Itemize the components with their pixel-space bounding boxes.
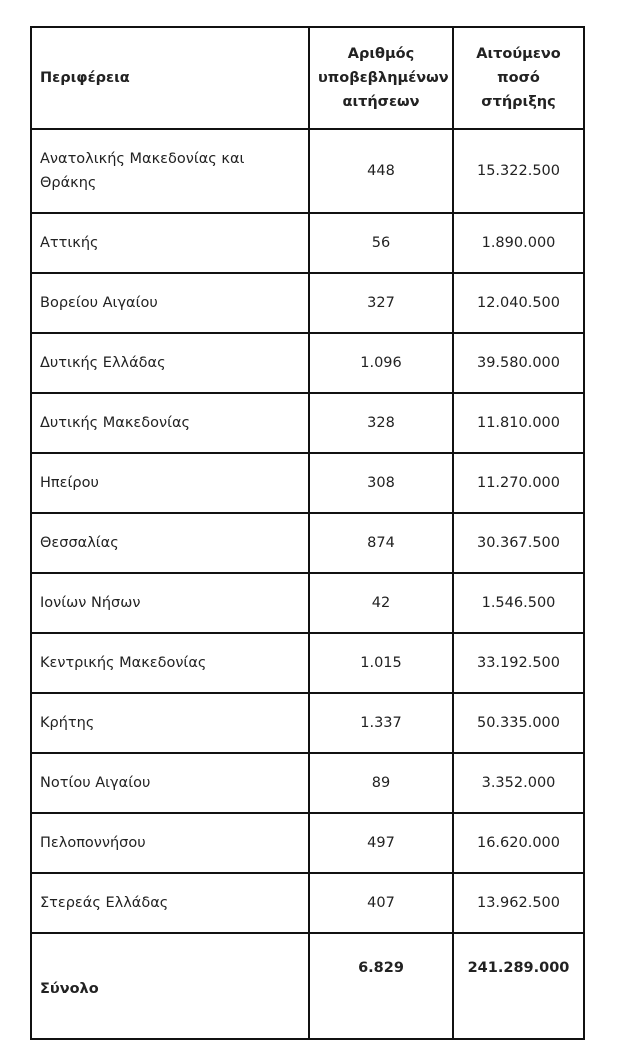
- amount-cell: 1.546.500: [453, 573, 584, 633]
- applications-cell: 874: [309, 513, 453, 573]
- region-cell: Θεσσαλίας: [31, 513, 309, 573]
- table-row: [31, 273, 584, 333]
- table-row: [31, 873, 584, 933]
- table-row: [31, 573, 584, 633]
- table-row: [31, 753, 584, 813]
- amount-cell: 12.040.500: [453, 273, 584, 333]
- table-row: [31, 693, 584, 753]
- applications-cell: 407: [309, 873, 453, 933]
- applications-cell: 56: [309, 213, 453, 273]
- total-amount: 241.289.000: [453, 933, 584, 1039]
- applications-cell: 328: [309, 393, 453, 453]
- header-amount: Αιτούμενο ποσό στήριξης: [453, 27, 584, 129]
- total-label: Σύνολο: [31, 933, 309, 1039]
- table-row: [31, 513, 584, 573]
- regional-applications-table: [30, 26, 585, 1040]
- region-cell: Νοτίου Αιγαίου: [31, 753, 309, 813]
- header-region: Περιφέρεια: [31, 27, 309, 129]
- applications-cell: 448: [309, 129, 453, 213]
- applications-cell: 42: [309, 573, 453, 633]
- amount-cell: 30.367.500: [453, 513, 584, 573]
- amount-cell: 39.580.000: [453, 333, 584, 393]
- applications-cell: 497: [309, 813, 453, 873]
- region-cell: Ανατολικής Μακεδονίας και Θράκης: [31, 129, 309, 213]
- applications-cell: 308: [309, 453, 453, 513]
- applications-cell: 89: [309, 753, 453, 813]
- total-applications: 6.829: [309, 933, 453, 1039]
- region-cell: Ηπείρου: [31, 453, 309, 513]
- table-total-row: [31, 933, 584, 1039]
- amount-cell: 11.270.000: [453, 453, 584, 513]
- amount-cell: 50.335.000: [453, 693, 584, 753]
- table-row: [31, 393, 584, 453]
- table-row: [31, 453, 584, 513]
- table-row: [31, 813, 584, 873]
- amount-cell: 15.322.500: [453, 129, 584, 213]
- region-cell: Στερεάς Ελλάδας: [31, 873, 309, 933]
- region-cell: Δυτικής Ελλάδας: [31, 333, 309, 393]
- region-cell: Πελοποννήσου: [31, 813, 309, 873]
- amount-cell: 33.192.500: [453, 633, 584, 693]
- header-applications: Αριθμός υποβεβλημένων αιτήσεων: [309, 27, 453, 129]
- region-cell: Βορείου Αιγαίου: [31, 273, 309, 333]
- amount-cell: 16.620.000: [453, 813, 584, 873]
- amount-cell: 13.962.500: [453, 873, 584, 933]
- table-row: [31, 129, 584, 213]
- applications-cell: 1.015: [309, 633, 453, 693]
- region-cell: Αττικής: [31, 213, 309, 273]
- table-header-row: [31, 27, 584, 129]
- region-cell: Δυτικής Μακεδονίας: [31, 393, 309, 453]
- applications-cell: 1.096: [309, 333, 453, 393]
- table-row: [31, 213, 584, 273]
- amount-cell: 3.352.000: [453, 753, 584, 813]
- amount-cell: 11.810.000: [453, 393, 584, 453]
- table-row: [31, 633, 584, 693]
- amount-cell: 1.890.000: [453, 213, 584, 273]
- region-cell: Κεντρικής Μακεδονίας: [31, 633, 309, 693]
- region-cell: Κρήτης: [31, 693, 309, 753]
- applications-cell: 1.337: [309, 693, 453, 753]
- region-cell: Ιονίων Νήσων: [31, 573, 309, 633]
- applications-cell: 327: [309, 273, 453, 333]
- table-row: [31, 333, 584, 393]
